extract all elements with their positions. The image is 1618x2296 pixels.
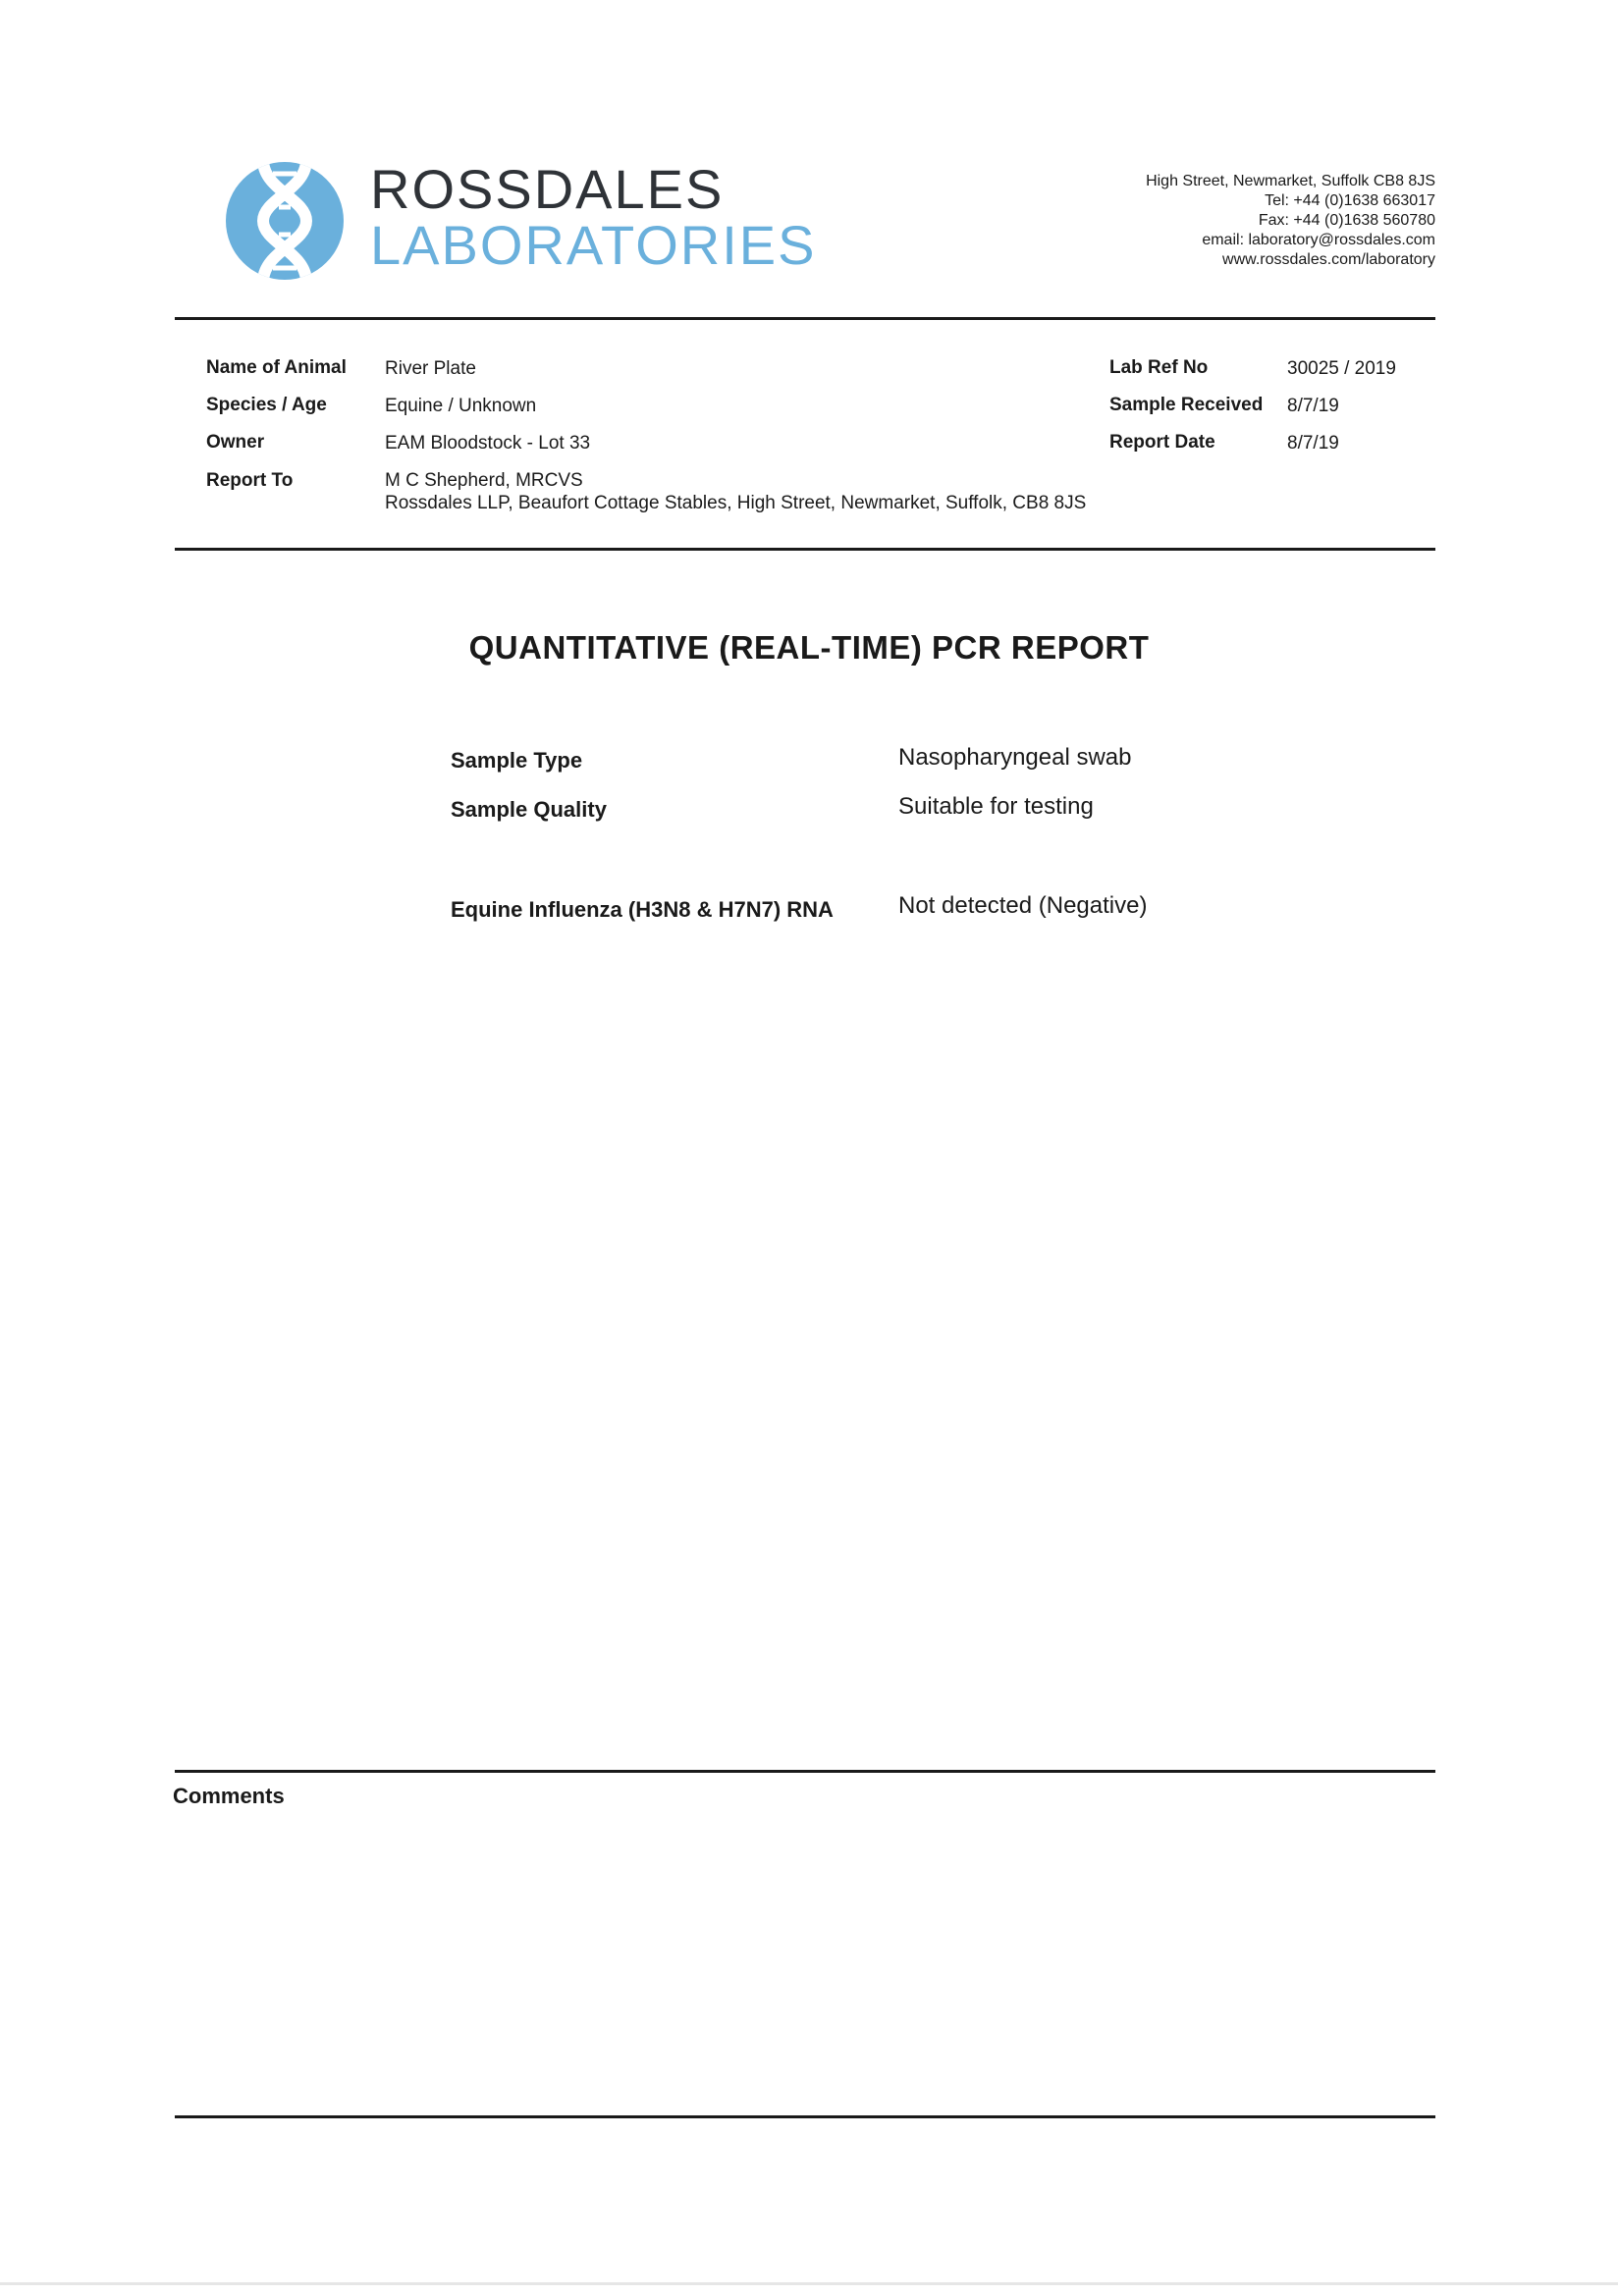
species-age-label: Species / Age [206, 395, 327, 415]
sample-type-value: Nasopharyngeal swab [898, 744, 1132, 771]
phone-line: Tel: +44 (0)1638 663017 [1265, 192, 1435, 209]
brand-name-line1: ROSSDALES [370, 158, 725, 220]
report-to-name: M C Shepherd, MRCVS [385, 470, 583, 491]
header-divider [175, 317, 1435, 320]
scan-edge-line [0, 2282, 1618, 2285]
fax-line: Fax: +44 (0)1638 560780 [1258, 212, 1435, 229]
test-result-value: Not detected (Negative) [898, 892, 1148, 919]
brand-name-line2: LABORATORIES [370, 214, 817, 276]
footer-divider [175, 2115, 1435, 2118]
info-divider [175, 548, 1435, 551]
lab-ref-value: 30025 / 2019 [1287, 358, 1396, 379]
owner-label: Owner [206, 432, 265, 453]
sample-received-value: 8/7/19 [1287, 396, 1339, 416]
email-line: email: laboratory@rossdales.com [1202, 232, 1435, 248]
lab-address [1146, 172, 1435, 270]
sample-quality-label: Sample Quality [451, 797, 607, 822]
report-date-value: 8/7/19 [1287, 433, 1339, 454]
report-date-label: Report Date [1109, 432, 1215, 453]
website-line: www.rossdales.com/laboratory [1222, 251, 1435, 268]
comments-divider [175, 1770, 1435, 1773]
report-title: QUANTITATIVE (REAL-TIME) PCR REPORT [468, 629, 1150, 666]
sample-quality-value: Suitable for testing [898, 793, 1094, 820]
report-to-label: Report To [206, 470, 294, 491]
name-of-animal-label: Name of Animal [206, 357, 347, 378]
test-label: Equine Influenza (H3N8 & H7N7) RNA [451, 897, 834, 922]
sample-type-label: Sample Type [451, 748, 583, 773]
species-age-value: Equine / Unknown [385, 396, 537, 416]
address-line: High Street, Newmarket, Suffolk CB8 8JS [1146, 173, 1435, 189]
lab-ref-label: Lab Ref No [1109, 357, 1209, 378]
comments-label: Comments [173, 1784, 285, 1808]
report-to-address: Rossdales LLP, Beaufort Cottage Stables, High Street, Newmarket, Suffolk, CB8 8JS [385, 493, 1087, 513]
owner-value: EAM Bloodstock - Lot 33 [385, 433, 591, 454]
sample-received-label: Sample Received [1109, 395, 1264, 415]
dna-helix-logo-icon [224, 160, 346, 282]
name-of-animal-value: River Plate [385, 358, 476, 379]
